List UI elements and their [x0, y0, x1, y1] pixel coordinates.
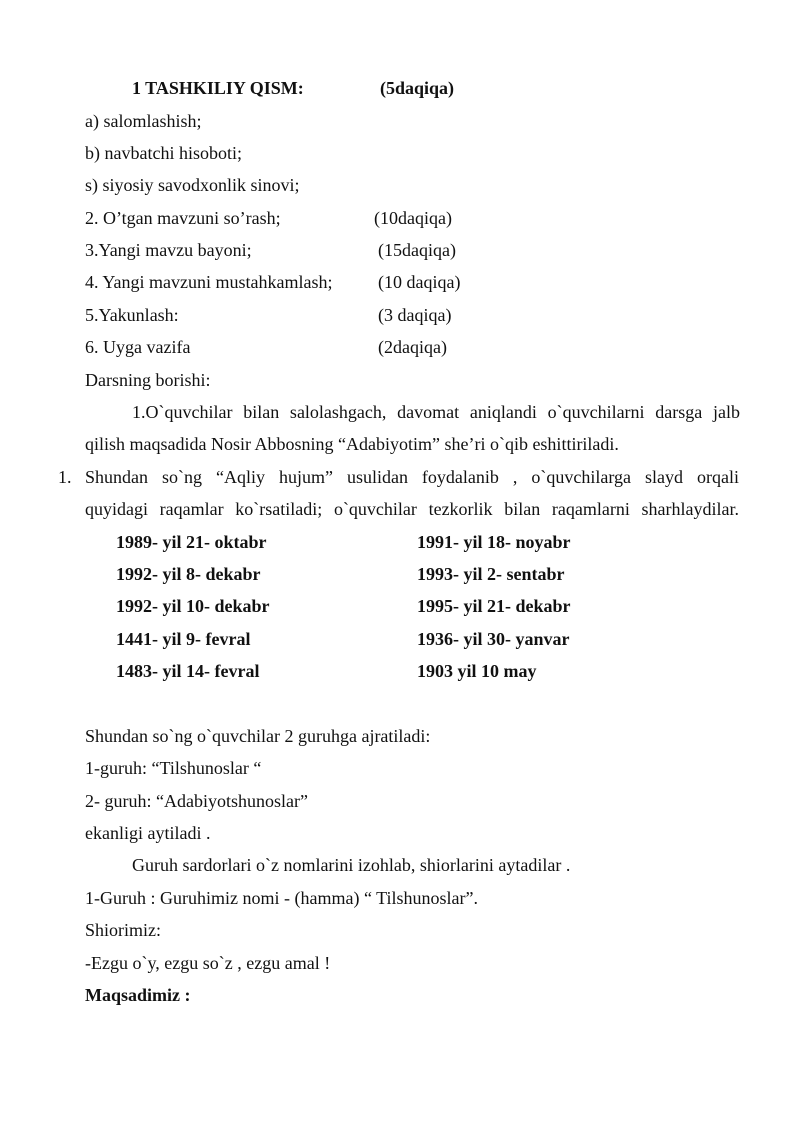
paragraph-line: Shundan so`ng “Aqliy hujum” usulidan foydalanib , o`quvchilarga slayd orqali [85, 467, 739, 487]
plan-item-duration: (2daqiqa) [378, 337, 447, 357]
plan-item: s) siyosiy savodxonlik sinovi; [85, 175, 300, 195]
date-item: 1903 yil 10 may [417, 661, 537, 681]
paragraph-line: qilish maqsadida Nosir Abbosning “Adabiyotim” she’ri o`qib eshittiriladi. [85, 434, 619, 454]
plan-item: a) salomlashish; [85, 111, 202, 131]
date-item: 1936- yil 30- yanvar [417, 629, 570, 649]
motto-text: -Ezgu o`y, ezgu so`z , ezgu amal ! [85, 953, 331, 973]
plan-item-duration: (10daqiqa) [374, 208, 452, 228]
date-item: 1993- yil 2- sentabr [417, 564, 565, 584]
date-item: 1992- yil 10- dekabr [116, 596, 270, 616]
groups-note: ekanligi aytiladi . [85, 823, 211, 843]
list-number: 1. [58, 467, 72, 487]
group-1-label: 1-guruh: “Tilshunoslar “ [85, 758, 262, 778]
plan-item: b) navbatchi hisoboti; [85, 143, 242, 163]
plan-item: 6. Uyga vazifa [85, 337, 191, 357]
groups-intro: Shundan so`ng o`quvchilar 2 guruhga ajratiladi: [85, 726, 431, 746]
date-item: 1483- yil 14- fevral [116, 661, 260, 681]
paragraph-line: 1.O`quvchilar bilan salolashgach, davomat aniqlandi o`quvchilarni darsga jalb [132, 402, 740, 422]
plan-item-duration: (10 daqiqa) [378, 272, 461, 292]
date-item: 1991- yil 18- noyabr [417, 532, 571, 552]
date-item: 1441- yil 9- fevral [116, 629, 251, 649]
goal-label: Maqsadimiz : [85, 985, 191, 1005]
section-heading-duration: (5daqiqa) [380, 78, 455, 98]
leaders-text: Guruh sardorlari o`z nomlarini izohlab, shiorlarini aytadilar . [132, 855, 571, 875]
plan-item: 3.Yangi mavzu bayoni; [85, 240, 252, 260]
date-item: 1992- yil 8- dekabr [116, 564, 261, 584]
date-item: 1995- yil 21- dekabr [417, 596, 571, 616]
section-heading: 1 TASHKILIY QISM: [132, 78, 304, 98]
plan-item: 5.Yakunlash: [85, 305, 179, 325]
date-item: 1989- yil 21- oktabr [116, 532, 267, 552]
paragraph-line: quyidagi raqamlar ko`rsatiladi; o`quvchilar tezkorlik bilan raqamlarni sharhlaydilar. [85, 499, 739, 519]
motto-label: Shiorimiz: [85, 920, 161, 940]
plan-item-duration: (3 daqiqa) [378, 305, 452, 325]
progress-label: Darsning borishi: [85, 370, 211, 390]
plan-item: 4. Yangi mavzuni mustahkamlash; [85, 272, 333, 292]
plan-item-duration: (15daqiqa) [378, 240, 456, 260]
group-2-label: 2- guruh: “Adabiyotshunoslar” [85, 791, 308, 811]
group-1-name: 1-Guruh : Guruhimiz nomi - (hamma) “ Tilshunoslar”. [85, 888, 478, 908]
plan-item: 2. O’tgan mavzuni so’rash; [85, 208, 281, 228]
